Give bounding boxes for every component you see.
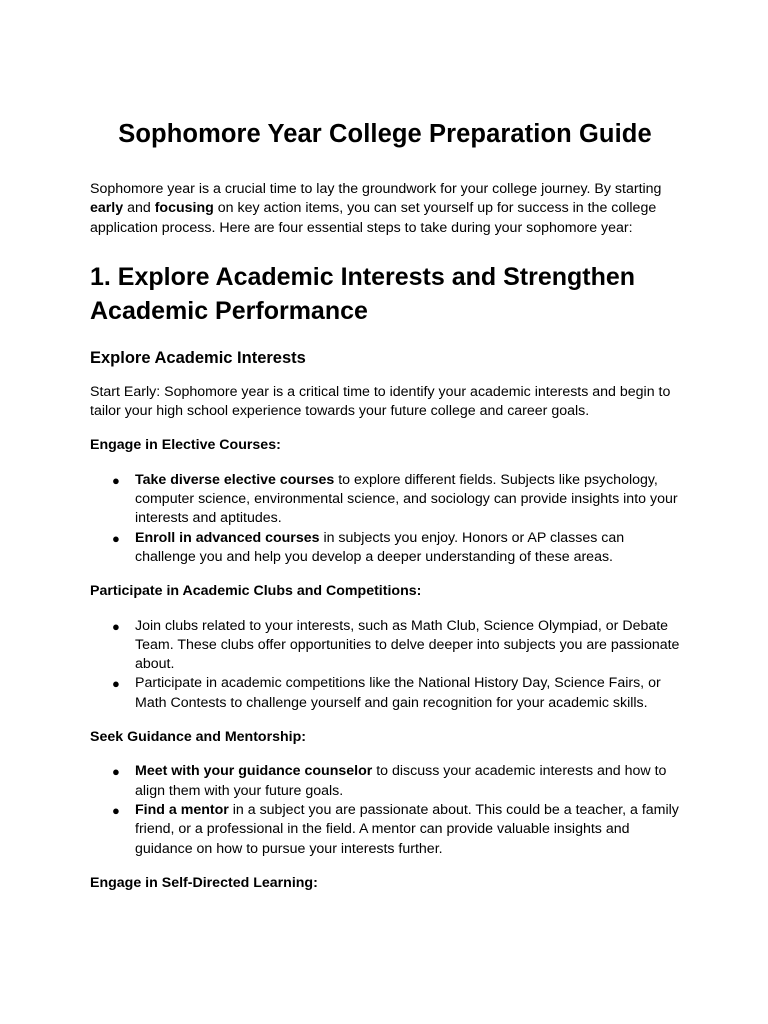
document-title: Sophomore Year College Preparation Guide: [118, 120, 652, 148]
clubs-list: [90, 617, 680, 713]
intro-bold-early: early: [90, 200, 124, 217]
list-item: [90, 762, 680, 801]
list-item-text: to discuss your academic interests and how to align them with your future goals.: [135, 763, 667, 799]
list-item-text: to explore different fields. Subjects like psychology, computer science, environmental science, and sociology can provide insights into your interests and aptitudes.: [135, 471, 678, 527]
bullet-icon: ●: [112, 802, 120, 818]
intro-text-1: Sophomore year is a crucial time to lay the groundwork for your college journey. By starting: [90, 181, 662, 197]
electives-label: Engage in Elective Courses:: [90, 437, 281, 454]
guidance-label: Seek Guidance and Mentorship:: [90, 729, 307, 746]
start-early-paragraph: Start Early: Sophomore year is a critical time to identify your academic interests and begin to tailor your high school experience towards your future college and career goals.: [90, 383, 671, 420]
list-item-text: in a subject you are passionate about. This could be a teacher, a family friend, or a professional in the field. A mentor can provide valuable insights and guidance on how to pursue your interests further.: [135, 801, 679, 857]
list-item: [90, 529, 680, 568]
list-item-text: in subjects you enjoy. Honors or AP classes can challenge you and help you develop a deeper understanding of these areas.: [135, 529, 625, 565]
bullet-icon: ●: [112, 676, 120, 692]
intro-paragraph: [90, 180, 680, 238]
guidance-list: [90, 762, 680, 858]
intro-bold-focusing: focusing: [154, 200, 214, 217]
intro-text-2: and: [123, 200, 155, 217]
list-item: [90, 617, 680, 675]
electives-list: [90, 471, 680, 567]
bullet-icon: ●: [112, 618, 120, 634]
list-item-bold: Enroll in advanced courses: [135, 529, 320, 546]
clubs-label: Participate in Academic Clubs and Competitions:: [90, 583, 422, 600]
list-item-bold: Find a mentor: [135, 801, 229, 818]
list-item-bold: Meet with your guidance counselor: [135, 763, 373, 780]
list-item: [90, 801, 680, 859]
list-item: [90, 674, 680, 713]
section-heading: 1. Explore Academic Interests and Strengthen Academic Performance: [90, 262, 636, 326]
self-directed-label: Engage in Self-Directed Learning:: [90, 874, 318, 891]
section-subheading: Explore Academic Interests: [90, 348, 306, 367]
list-item-text: Join clubs related to your interests, such as Math Club, Science Olympiad, or Debate Team. These clubs offer opportunities to delve deeper into subjects you are passionate about.: [135, 617, 680, 673]
bullet-icon: ●: [112, 530, 120, 546]
list-item: [90, 471, 680, 529]
bullet-icon: ●: [112, 472, 120, 488]
list-item-text: Participate in academic competitions like the National History Day, Science Fairs, or Math Contests to challenge yourself and gain recognition for your academic skills.: [135, 675, 661, 711]
bullet-icon: ●: [112, 764, 120, 780]
list-item-bold: Take diverse elective courses: [135, 471, 335, 488]
intro-text-3: on key action items, you can set yourself up for success in the college application process. Here are four essential steps to take during your sophomore year:: [90, 200, 657, 236]
